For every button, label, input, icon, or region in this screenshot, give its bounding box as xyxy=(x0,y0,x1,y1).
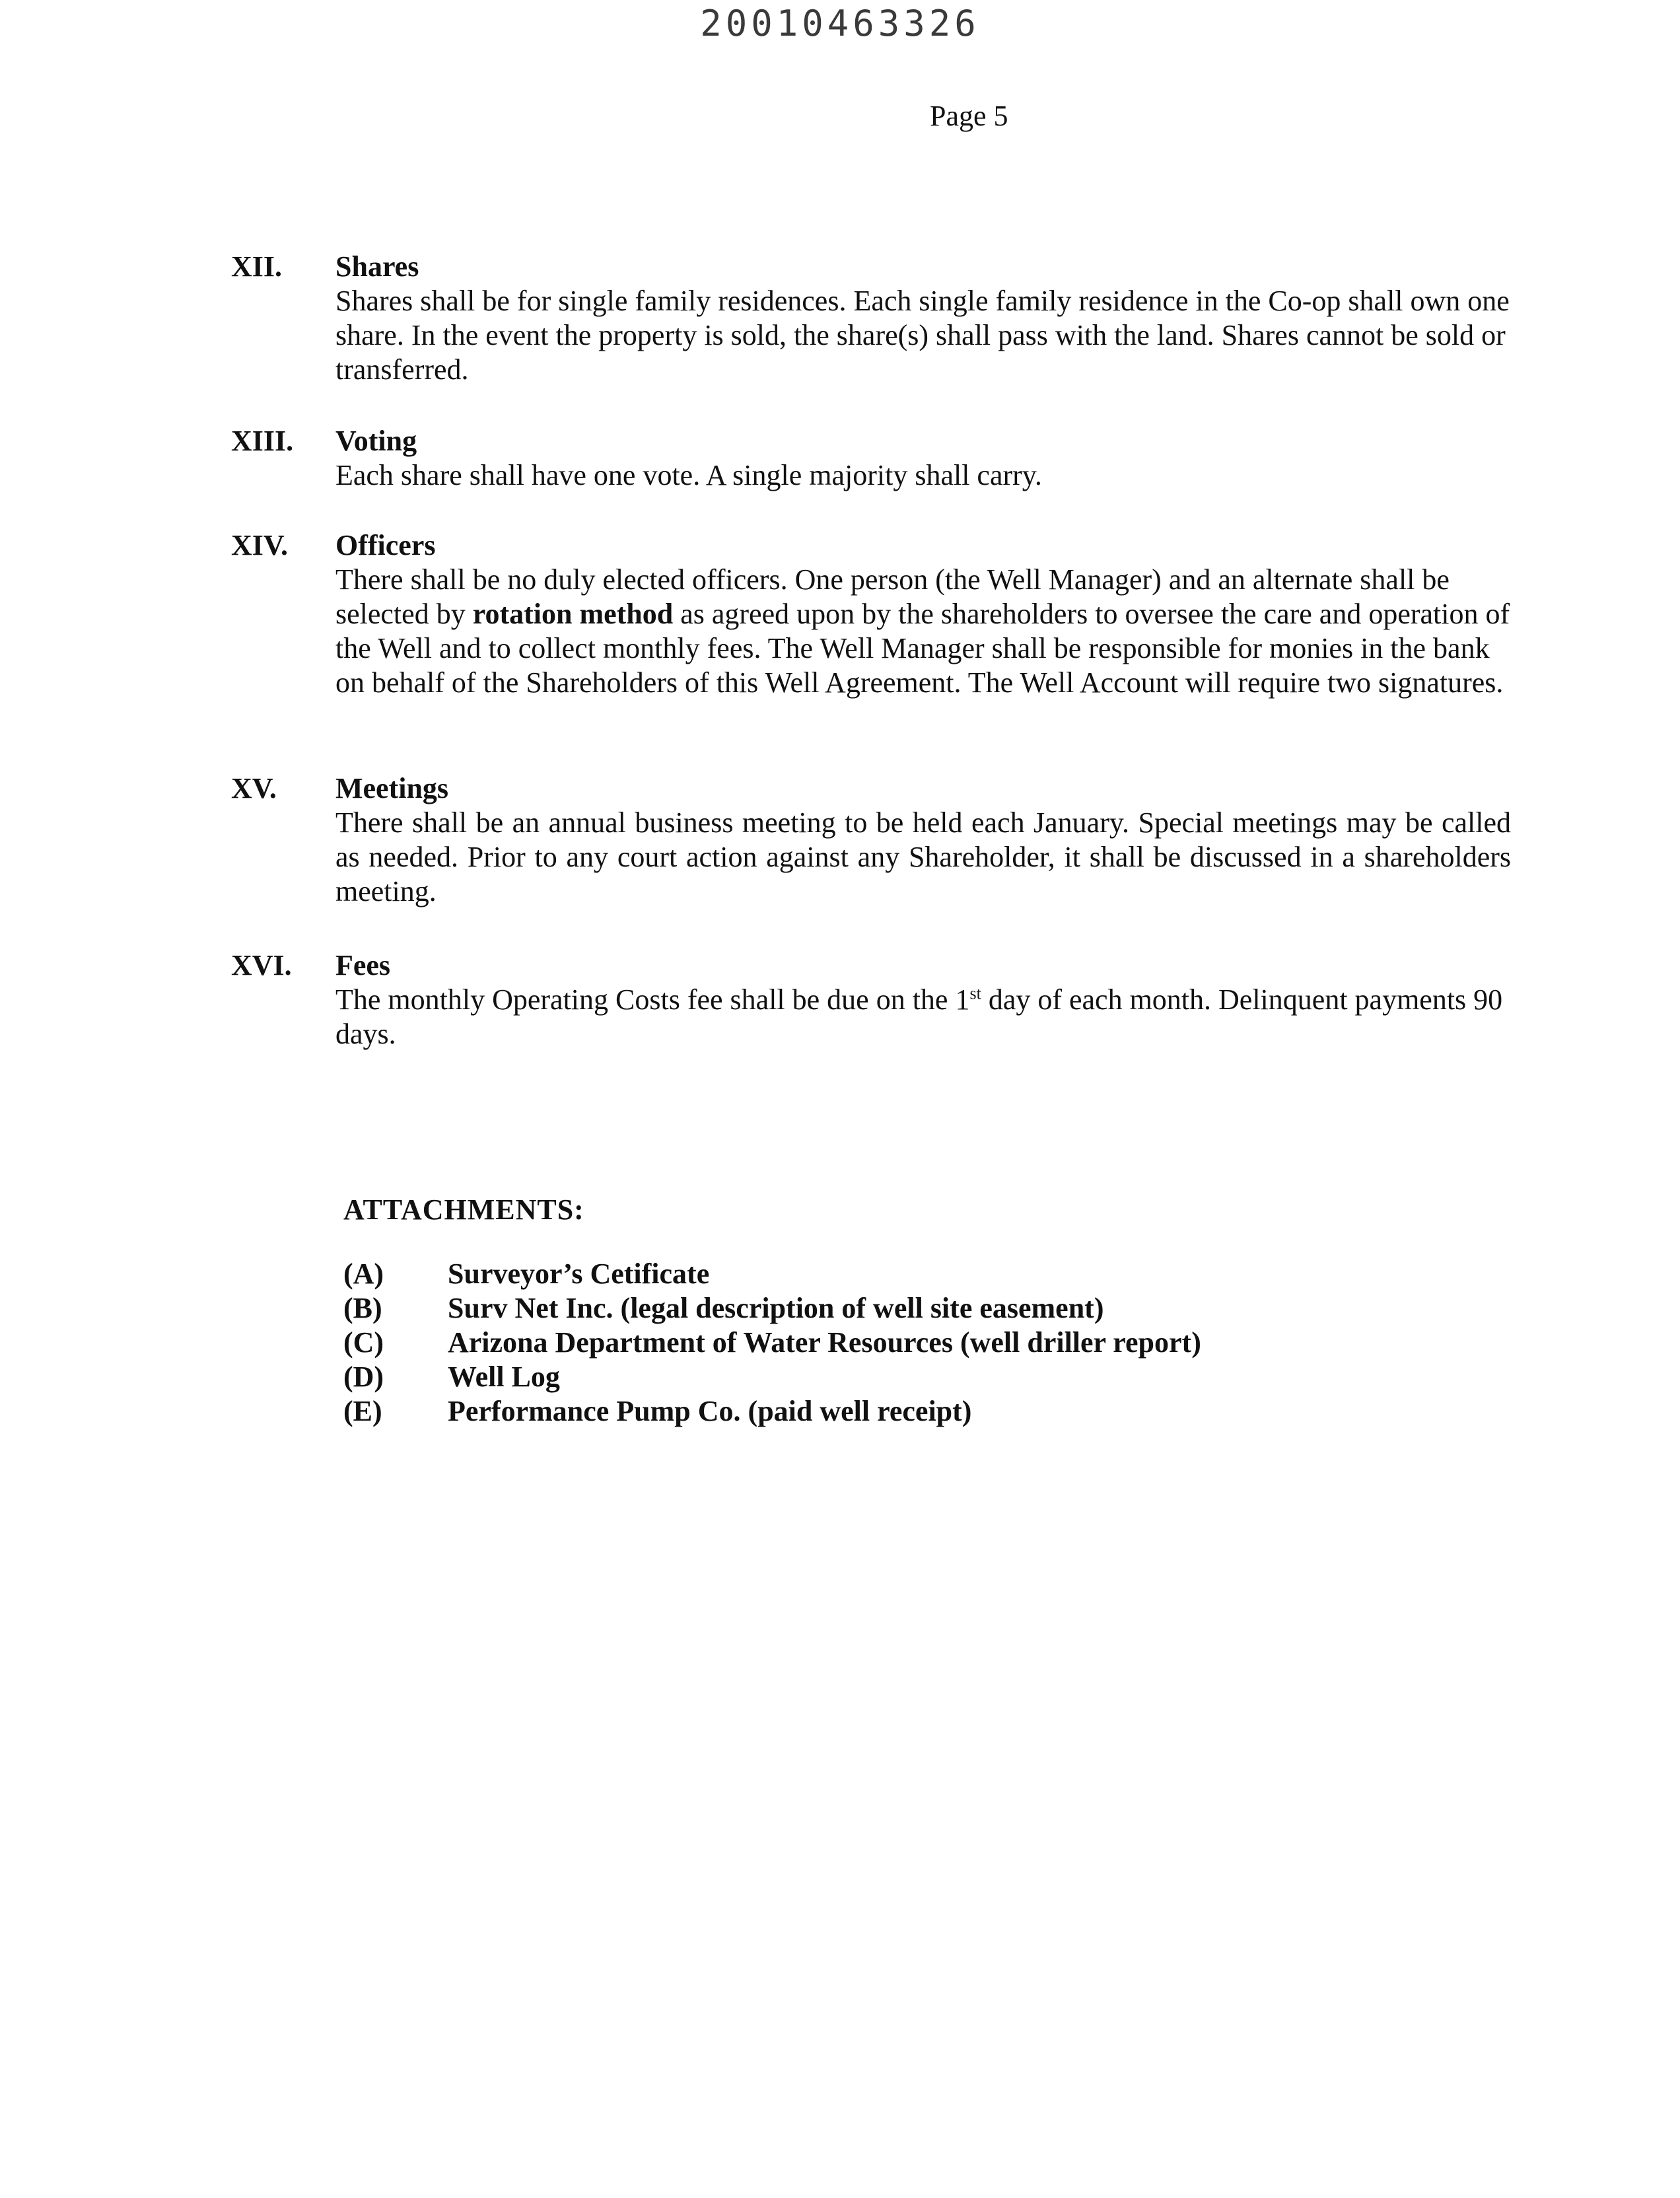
section-numeral: XIV. xyxy=(231,529,289,561)
attachment-item xyxy=(343,1326,1334,1360)
section-text: Shares shall be for single family residences. Each single family residence in the Co-op shall own one share. In the event the property is sold, the share(s) shall pass with the land. Shares cannot be sold or transferred. xyxy=(335,285,1510,386)
attachment-label: Well Log xyxy=(448,1361,560,1393)
attachment-letter: (D) xyxy=(343,1361,384,1393)
attachment-letter: (C) xyxy=(343,1326,384,1359)
section-body xyxy=(335,771,1511,909)
section-numeral: XIII. xyxy=(231,425,294,457)
attachments-heading: ATTACHMENTS: xyxy=(343,1193,584,1226)
section-text-part: There shall be no duly elected officers. One person (the Well Manager) and an alternate shall be selected by xyxy=(335,563,1450,630)
page-number: Page 5 xyxy=(930,100,1008,132)
section-text-part: as agreed upon by the shareholders to oversee the care and operation of the Well and to collect monthly fees. The Well Manager shall be responsible for monies in the bank on behalf of the Shareholders of this Well Agreement. The Well Account will require two signatures. xyxy=(335,598,1510,699)
attachments-list xyxy=(343,1193,1334,1429)
section-text-part: day of each month. Delinquent payments 90 days. xyxy=(335,983,1503,1050)
section-body xyxy=(335,424,1511,493)
section-numeral: XV. xyxy=(231,772,277,804)
section-title: Shares xyxy=(335,250,419,283)
attachment-label: Surv Net Inc. (legal description of well site easement) xyxy=(448,1292,1104,1324)
section-text xyxy=(335,563,1511,700)
attachment-label: Surveyor’s Cetificate xyxy=(448,1258,710,1290)
section-text xyxy=(335,983,1511,1051)
section-numeral: XVI. xyxy=(231,949,292,981)
attachment-letter: (E) xyxy=(343,1395,382,1427)
section-title: Officers xyxy=(335,529,436,561)
attachment-letter: (B) xyxy=(343,1292,382,1324)
document-number: 20010463326 xyxy=(700,3,980,44)
attachment-letter: (A) xyxy=(343,1258,384,1290)
attachment-item xyxy=(343,1394,1334,1429)
attachment-item xyxy=(343,1257,1334,1291)
rotation-method-emphasis: rotation method xyxy=(472,598,674,630)
ordinal-suffix: st xyxy=(969,983,981,1003)
section-title: Voting xyxy=(335,425,417,457)
section-body xyxy=(335,250,1511,387)
section-title: Fees xyxy=(335,949,391,981)
attachment-label: Performance Pump Co. (paid well receipt) xyxy=(448,1395,972,1427)
section-body xyxy=(335,948,1511,1051)
attachment-item xyxy=(343,1291,1334,1326)
section-numeral: XII. xyxy=(231,250,283,283)
section-title: Meetings xyxy=(335,772,449,804)
section-text: Each share shall have one vote. A single majority shall carry. xyxy=(335,459,1042,491)
attachment-item xyxy=(343,1360,1334,1394)
section-text: There shall be an annual business meeting to be held each January. Special meetings may be called as needed. Prior to any court action against any Shareholder, it shall be discussed in a shareholders meeting. xyxy=(335,806,1511,907)
section-text-part: The monthly Operating Costs fee shall be due on the 1 xyxy=(335,983,970,1016)
section-body xyxy=(335,528,1511,700)
attachment-label: Arizona Department of Water Resources (well driller report) xyxy=(448,1326,1201,1359)
